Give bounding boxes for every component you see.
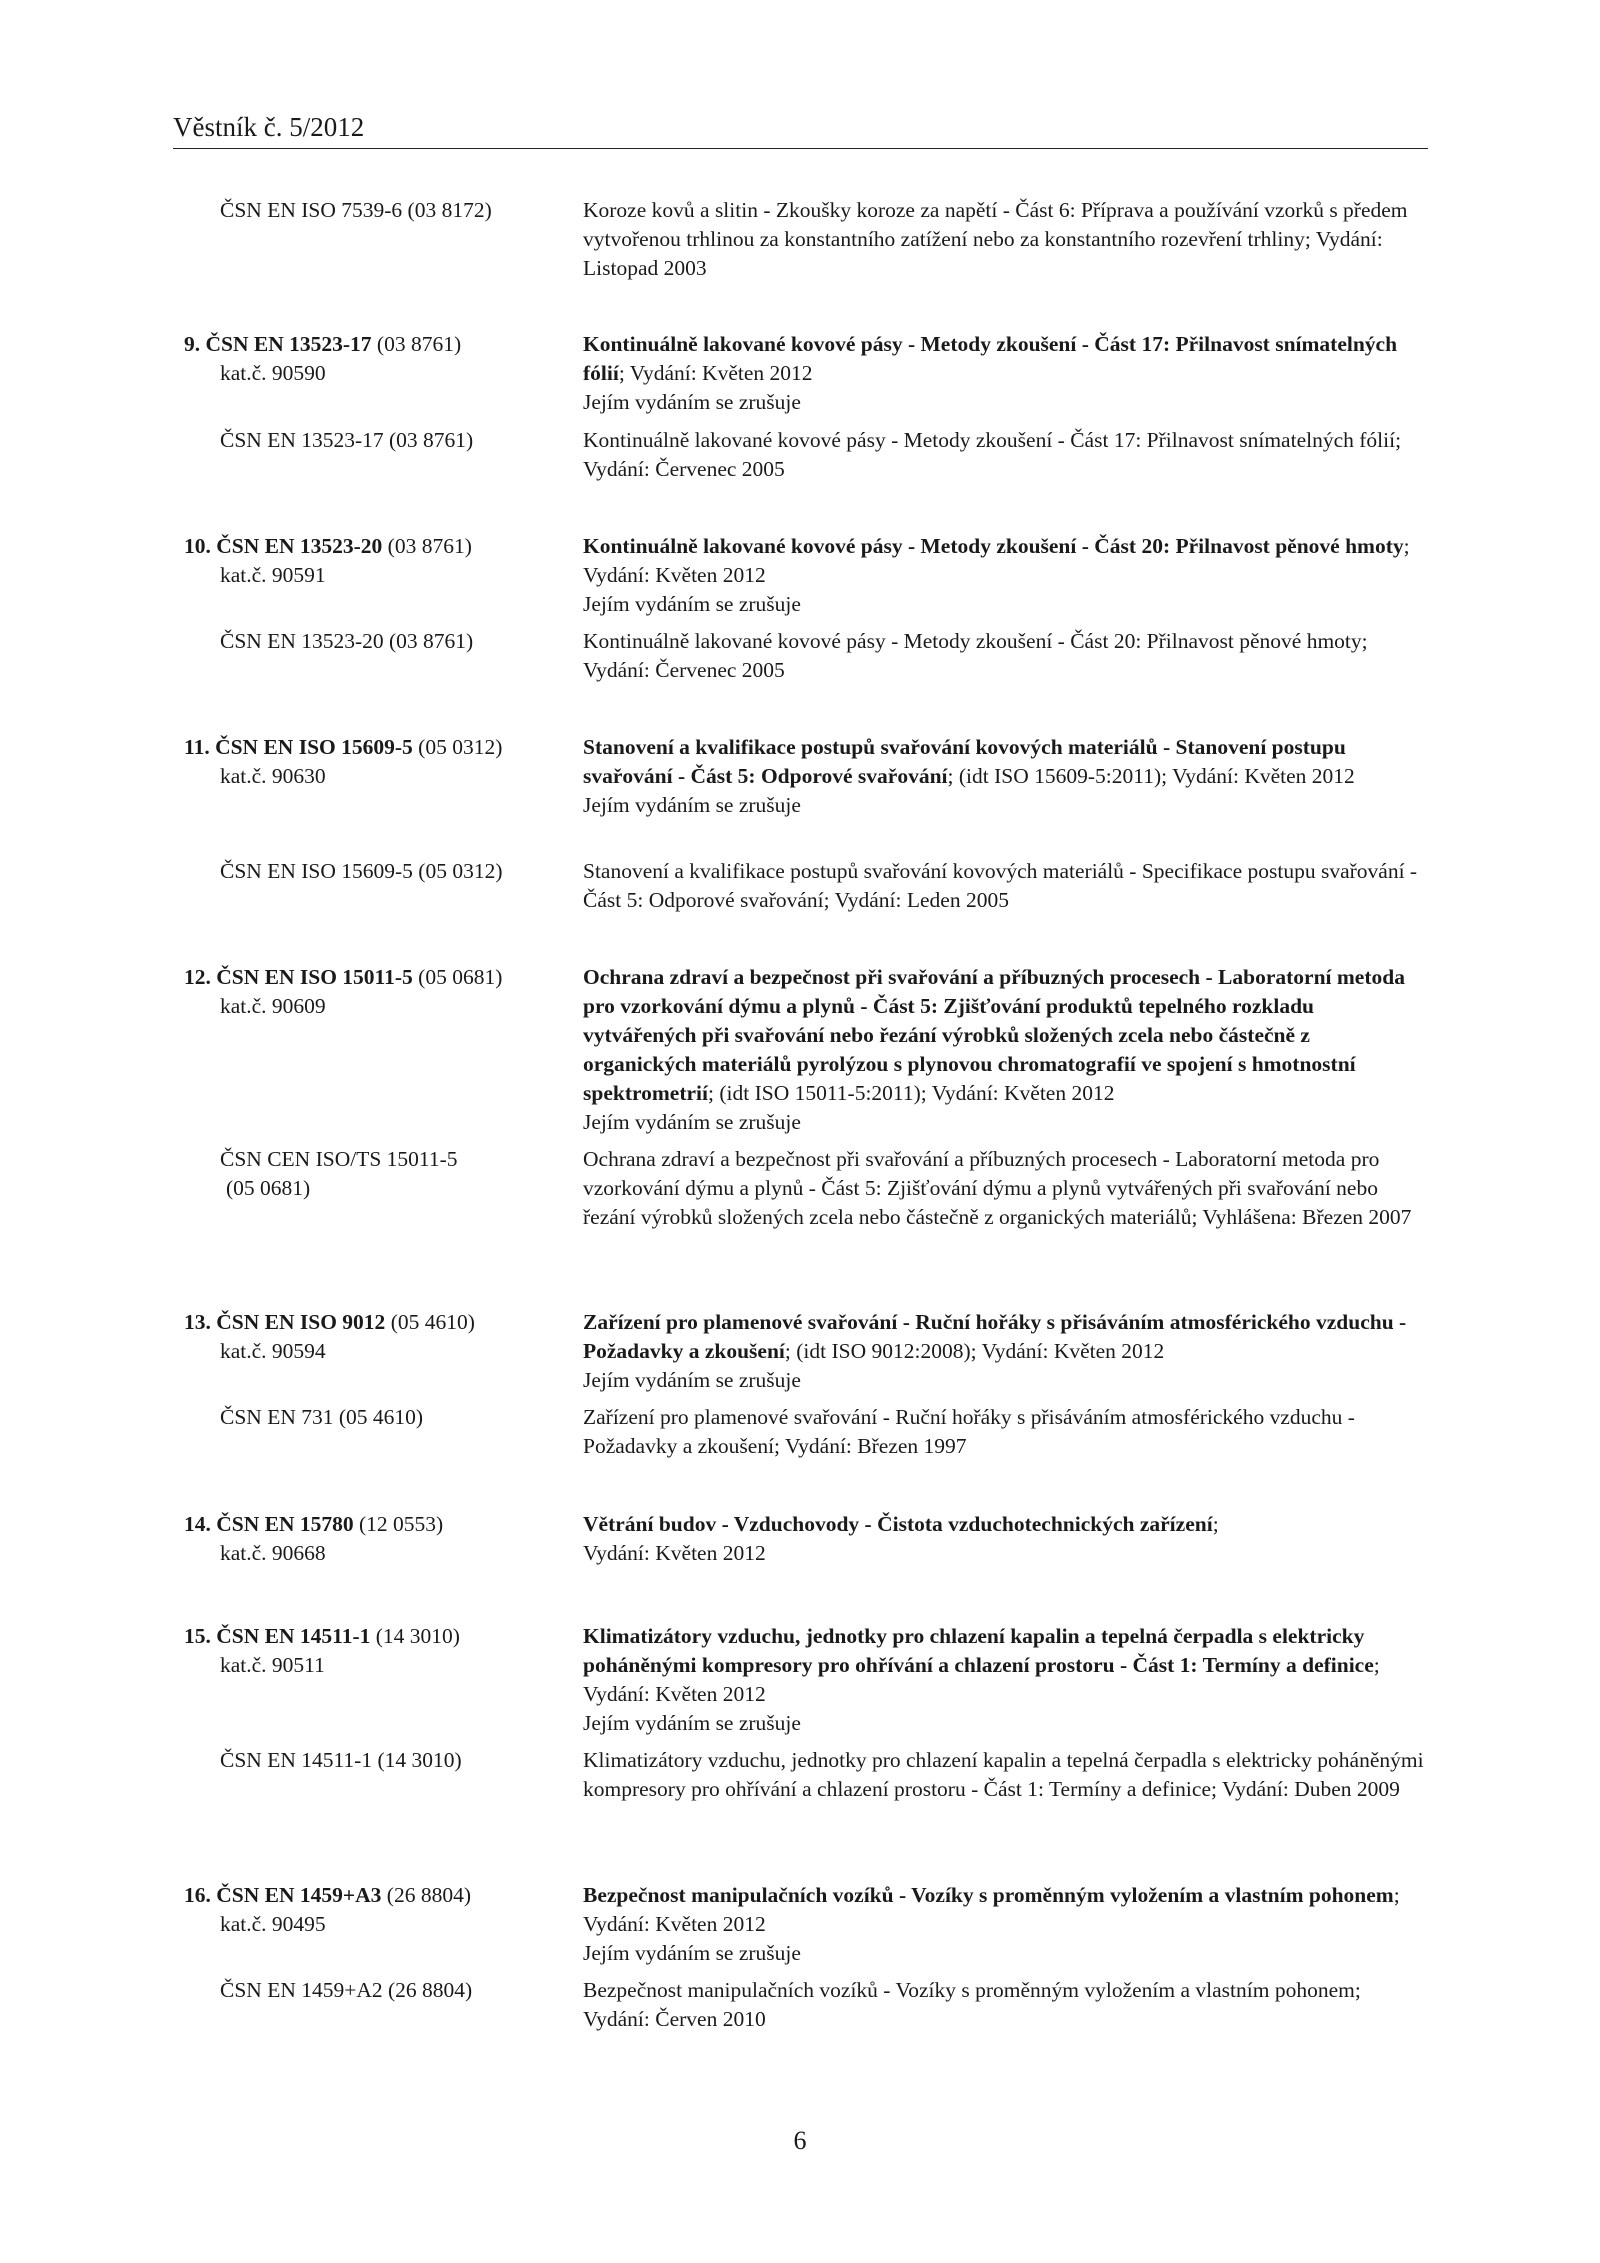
new-standard-id [184,532,584,590]
class-code: (05 0312) [418,735,503,759]
cancels-note: Jejím vydáním se zrušuje [583,592,801,616]
old-standard-class: (05 0681) [226,1176,311,1200]
old-standard-code: ČSN EN ISO 7539-6 (03 8172) [220,198,492,222]
old-standard-title: Kontinuálně lakované kovové pásy - Metody zkoušení - Část 17: Přilnavost snímatelných fólií; Vydání: Červenec 2005 [583,428,1402,481]
old-standard-code: ČSN EN 13523-20 (03 8761) [220,629,474,653]
standard-code: ČSN EN ISO 9012 [216,1310,386,1334]
new-standard-description [583,963,1428,1137]
old-standard-title: Stanovení a kvalifikace postupů svařování kovových materiálů - Specifikace postupu svařování - Část 5: Odporové svařování; Vydání: Leden 2005 [583,859,1418,912]
new-standard-id [184,330,584,388]
new-standard-id [184,1510,584,1568]
standard-title: Klimatizátory vzduchu, jednotky pro chlazení kapalin a tepelná čerpadla s elektricky poháněnými kompresory pro ohřívání a chlazení prostoru - Část 1: Termíny a definice [583,1624,1374,1677]
cancels-note: Jejím vydáním se zrušuje [583,1711,801,1735]
page-header [173,110,1428,149]
old-standard-title: Ochrana zdraví a bezpečnost při svařování a příbuzných procesech - Laboratorní metoda pro vzorkování dýmu a plynů - Část 5: Zjišťování dýmu a plynů vytvářených při svařování nebo řezání výrobků složených zcela nebo částečně z organických materiálů; Vyhlášena: Březen 2007 [583,1147,1412,1229]
item-number: 14. [184,1512,211,1536]
new-standard-description [583,733,1428,820]
class-code: (14 3010) [375,1624,460,1648]
issue-info: ; Vydání: Květen 2012 [583,1653,1380,1706]
old-standard-code: ČSN EN 14511-1 (14 3010) [220,1748,462,1772]
page-number: 6 [793,2126,807,2155]
class-code: (03 8761) [376,332,462,356]
new-standard-id [184,963,584,1021]
old-standard-title: Koroze kovů a slitin - Zkoušky koroze za napětí - Část 6: Příprava a používání vzorků s předem vytvořenou trhlinou za konstantního zatížení nebo za konstantního rozevření trhliny; Vydání: Listopad 2003 [583,198,1408,280]
item-number: 10. [184,534,211,558]
cancels-note: Jejím vydáním se zrušuje [583,1110,801,1134]
catalog-number: kat.č. 90609 [220,994,326,1018]
new-standard-description [583,1510,1428,1568]
issue-info: ; (idt ISO 15609-5:2011); Vydání: Květen 2012 [947,764,1355,788]
old-standard-code: ČSN EN 1459+A2 (26 8804) [220,1978,473,2002]
item-number: 12. [184,965,211,989]
class-code: (26 8804) [386,1883,471,1907]
old-standard-title: Kontinuálně lakované kovové pásy - Metody zkoušení - Část 20: Přilnavost pěnové hmoty; Vydání: Červenec 2005 [583,629,1368,682]
standard-title: Kontinuálně lakované kovové pásy - Metody zkoušení - Část 20: Přilnavost pěnové hmoty [583,534,1404,558]
new-standard-description [583,1881,1428,1968]
issue-info: ; Vydání: Květen 2012 [583,534,1410,587]
old-standard-code: ČSN EN 731 (05 4610) [220,1405,424,1429]
old-standard-title: Zařízení pro plamenové svařování - Ruční hořáky s přisáváním atmosférického vzduchu - Požadavky a zkoušení; Vydání: Březen 1997 [583,1405,1355,1458]
standard-title: Ochrana zdraví a bezpečnost při svařování a příbuzných procesech - Laboratorní metoda pro vzorkování dýmu a plynů - Část 5: Zjišťování produktů tepelného rozkladu vytvářených při svařování nebo řezání výrobků složených zcela nebo částečně z organických materiálů pyrolýzou s plynovou chromatografií ve spojení s hmotnostní spektrometrií [583,965,1405,1105]
standard-code: ČSN EN 13523-17 [205,332,372,356]
issue-info: ; (idt ISO 9012:2008); Vydání: Květen 2012 [784,1339,1165,1363]
issue-info: ; [1212,1512,1219,1536]
standard-code: ČSN EN 14511-1 [216,1624,371,1648]
standard-title: Stanovení a kvalifikace postupů svařování kovových materiálů - Stanovení postupu svařování - Část 5: Odporové svařování [583,735,1346,788]
old-standard-code: ČSN EN 13523-17 (03 8761) [220,428,474,452]
catalog-number: kat.č. 90591 [220,563,326,587]
new-standard-id [184,733,584,791]
catalog-number: kat.č. 90511 [220,1653,325,1677]
item-number: 9. [184,332,201,356]
catalog-number: kat.č. 90594 [220,1339,326,1363]
old-standard-code [220,1145,620,1203]
cancels-note: Jejím vydáním se zrušuje [583,1368,801,1392]
cancels-note: Jejím vydáním se zrušuje [583,1941,801,1965]
cancels-note: Jejím vydáním se zrušuje [583,793,801,817]
new-standard-id [184,1308,584,1366]
class-code: (12 0553) [359,1512,444,1536]
standard-title: Zařízení pro plamenové svařování - Ruční hořáky s přisáváním atmosférického vzduchu - Požadavky a zkoušení [583,1310,1407,1363]
issue-date: Vydání: Květen 2012 [583,1541,766,1565]
new-standard-description [583,1308,1428,1395]
new-standard-id [184,1881,584,1939]
item-number: 16. [184,1883,211,1907]
standard-code: ČSN EN 13523-20 [216,534,383,558]
issue-info: ; (idt ISO 15011-5:2011); Vydání: Květen 2012 [708,1081,1115,1105]
journal-title: Věstník č. 5/2012 [173,112,365,142]
new-standard-description [583,330,1428,417]
new-standard-description [583,532,1428,619]
issue-info: ; Vydání: Květen 2012 [618,361,813,385]
class-code: (03 8761) [387,534,472,558]
standard-title: Větrání budov - Vzduchovody - Čistota vzduchotechnických zařízení [583,1512,1213,1536]
item-number: 13. [184,1310,211,1334]
issue-info: ; Vydání: Květen 2012 [583,1883,1400,1936]
cancels-note: Jejím vydáním se zrušuje [583,390,801,414]
item-number: 15. [184,1624,211,1648]
class-code: (05 4610) [390,1310,475,1334]
new-standard-id [184,1622,584,1680]
old-standard-title: Klimatizátory vzduchu, jednotky pro chlazení kapalin a tepelná čerpadla s elektricky poháněnými kompresory pro ohřívání a chlazení prostoru - Část 1: Termíny a definice; Vydání: Duben 2009 [583,1748,1424,1801]
standard-code: ČSN EN ISO 15011-5 [216,965,413,989]
class-code: (05 0681) [418,965,503,989]
catalog-number: kat.č. 90495 [220,1912,326,1936]
old-standard-code: ČSN EN ISO 15609-5 (05 0312) [220,859,503,883]
catalog-number: kat.č. 90630 [220,764,326,788]
standard-code: ČSN EN 1459+A3 [216,1883,382,1907]
old-standard-title: Bezpečnost manipulačních vozíků - Vozíky s proměnným vyložením a vlastním pohonem; Vydání: Červen 2010 [583,1978,1361,2031]
standard-code: ČSN EN 15780 [216,1512,354,1536]
new-standard-description [583,1622,1428,1738]
standard-title: Kontinuálně lakované kovové pásy - Metody zkoušení - Část 17: Přilnavost snímatelných fólií [583,332,1398,385]
catalog-number: kat.č. 90590 [220,361,326,385]
old-standard-code-line: ČSN CEN ISO/TS 15011-5 [220,1147,458,1171]
catalog-number: kat.č. 90668 [220,1541,326,1565]
standard-title: Bezpečnost manipulačních vozíků - Vozíky s proměnným vyložením a vlastním pohonem [583,1883,1394,1907]
standard-code: ČSN EN ISO 15609-5 [215,735,413,759]
item-number: 11. [184,735,210,759]
